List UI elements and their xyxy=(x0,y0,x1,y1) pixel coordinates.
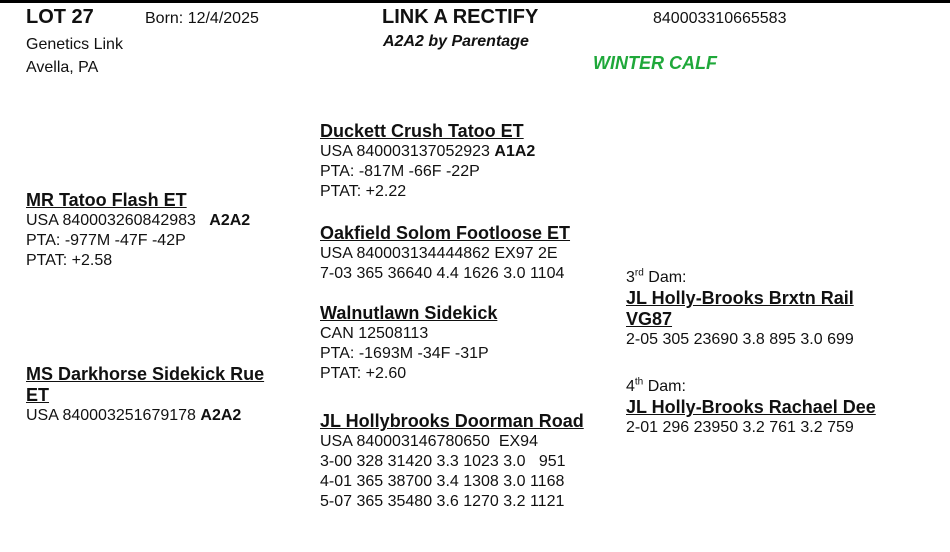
breeder-info xyxy=(26,33,123,79)
sire-dam-block xyxy=(320,223,570,284)
third-dam-name-line1: JL Holly-Brooks Brxtn Rail xyxy=(626,288,854,308)
dam-sire-id: CAN 12508113 xyxy=(320,325,429,342)
birth-date: Born: 12/4/2025 xyxy=(145,10,259,27)
dam-dam-block xyxy=(320,411,584,512)
dam-id: USA 840003251679178 xyxy=(26,407,196,424)
dam-name-line1: MS Darkhorse Sidekick Rue xyxy=(26,364,265,384)
fourth-dam-name: JL Holly-Brooks Rachael Dee xyxy=(626,397,876,417)
dam-id-line xyxy=(26,406,264,426)
sire-sire-beta: A1A2 xyxy=(494,143,536,160)
sire-sire-id-line xyxy=(320,142,535,162)
sire-name: MR Tatoo Flash ET xyxy=(26,190,187,210)
sire-sire-name: Duckett Crush Tatoo ET xyxy=(320,121,524,141)
third-dam-block xyxy=(626,268,854,350)
sire-sire-block xyxy=(320,121,535,202)
top-rule xyxy=(0,0,950,3)
sire-ptat: PTAT: +2.58 xyxy=(26,252,113,269)
sire-pta: PTA: -977M -47F -42P xyxy=(26,232,186,249)
dam-dam-id: USA 840003146780650 EX94 xyxy=(320,433,538,450)
sire-beta: A2A2 xyxy=(209,212,251,229)
dam-dam-record: 4-01 365 38700 3.4 1308 3.0 1168 xyxy=(320,473,565,490)
sire-sire-id: USA 840003137052923 xyxy=(320,143,490,160)
sire-id-line xyxy=(26,211,250,231)
a2-status: A2A2 by Parentage xyxy=(383,33,529,50)
sire-block xyxy=(26,190,250,271)
breeder-location: Avella, PA xyxy=(26,59,99,76)
sire-dam-id: USA 840003134444862 EX97 2E xyxy=(320,245,558,262)
sire-sire-pta: PTA: -817M -66F -22P xyxy=(320,163,480,180)
fourth-dam-label: 4th Dam: xyxy=(626,376,686,395)
registration-number: 840003310665583 xyxy=(653,10,787,27)
dam-name-line2: ET xyxy=(26,385,50,405)
dam-beta: A2A2 xyxy=(200,407,242,424)
dam-dam-name: JL Hollybrooks Doorman Road xyxy=(320,411,584,431)
calf-name: LINK A RECTIFY xyxy=(382,6,539,28)
dam-dam-record: 3-00 328 31420 3.3 1023 3.0 951 xyxy=(320,453,566,470)
dam-dam-record: 5-07 365 35480 3.6 1270 3.2 1121 xyxy=(320,493,565,510)
sire-sire-ptat: PTAT: +2.22 xyxy=(320,183,407,200)
lot-number: LOT 27 xyxy=(26,6,94,28)
dam-sire-name: Walnutlawn Sidekick xyxy=(320,303,498,323)
dam-sire-pta: PTA: -1693M -34F -31P xyxy=(320,345,489,362)
third-dam-name-line2: VG87 xyxy=(626,309,673,329)
dam-sire-block xyxy=(320,303,497,384)
sire-id: USA 840003260842983 xyxy=(26,212,196,229)
sire-dam-name: Oakfield Solom Footloose ET xyxy=(320,223,571,243)
dam-sire-ptat: PTAT: +2.60 xyxy=(320,365,407,382)
fourth-dam-block xyxy=(626,377,876,438)
fourth-dam-record: 2-01 296 23950 3.2 761 3.2 759 xyxy=(626,419,854,436)
season-badge: WINTER CALF xyxy=(593,53,717,73)
sire-dam-record: 7-03 365 36640 4.4 1626 3.0 1104 xyxy=(320,265,565,282)
third-dam-label: 3rd Dam: xyxy=(626,267,687,286)
third-dam-record: 2-05 305 23690 3.8 895 3.0 699 xyxy=(626,331,854,348)
dam-block xyxy=(26,364,264,426)
breeder-name: Genetics Link xyxy=(26,36,123,53)
